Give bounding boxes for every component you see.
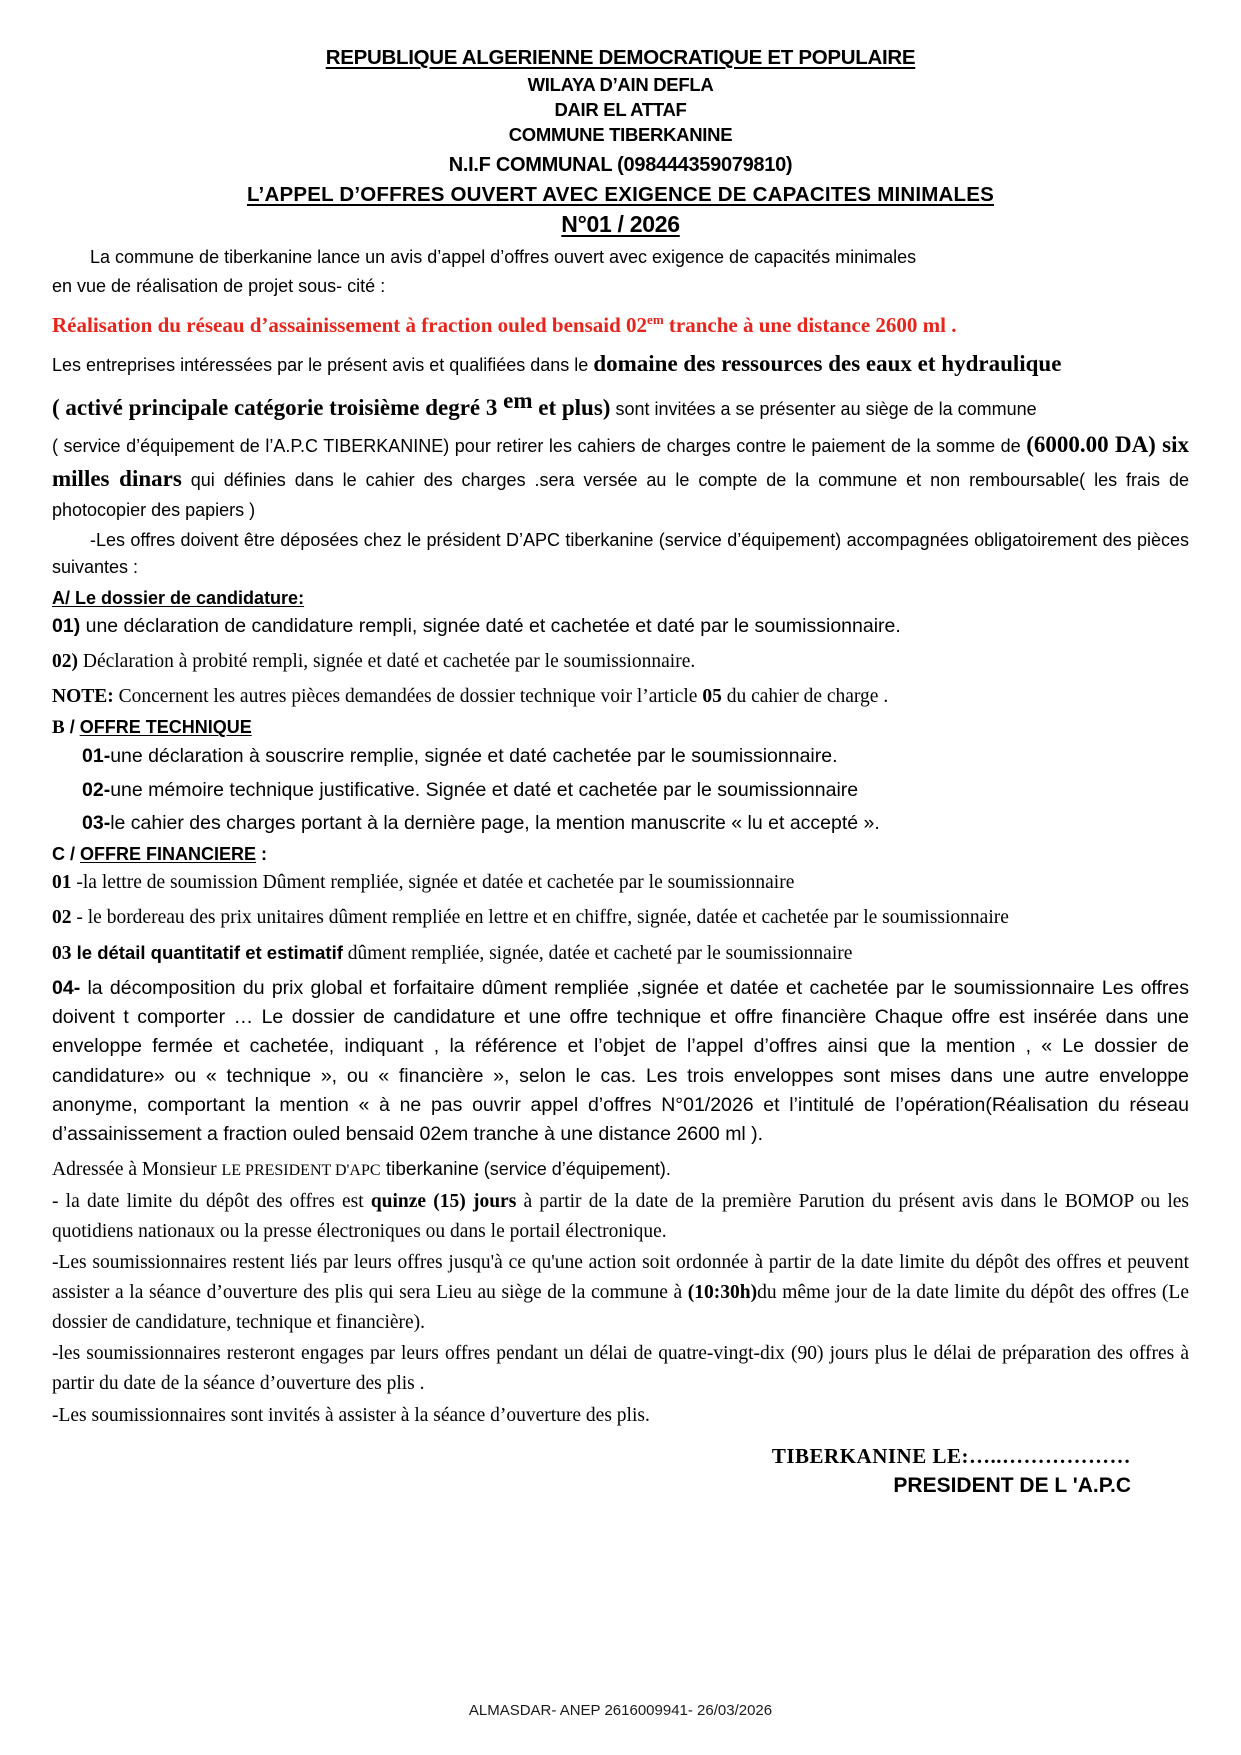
project-text-before: Réalisation du réseau d’assainissement à fraction ouled bensaid 02	[52, 312, 648, 337]
section-a-heading-text: A/ Le dossier de candidature:	[52, 587, 305, 608]
intro-line-1: La commune de tiberkanine lance un avis d’appel d’offres ouvert avec exigence de capacités minimales	[90, 247, 917, 267]
section-a-note	[52, 682, 1189, 711]
section-c-item-2	[52, 903, 1189, 932]
qualification-fee: (6000.00 DA) six milles dinars	[52, 431, 1189, 492]
binding-seg3: du même jour de la date limite du dépôt des offres (Le dossier de candidature, technique et financière).	[52, 1282, 1189, 1333]
qualification-category: ( activé principale catégorie troisième degré 3	[52, 394, 504, 420]
tender-number: N°01 / 2026	[561, 211, 680, 237]
section-c-item-3-bold: le détail quantitatif et estimatif	[71, 941, 343, 963]
section-c-colon: :	[256, 844, 268, 865]
qualification-seg4: sont invitées a se présenter au siège de la commune	[610, 398, 1037, 419]
section-b-letter: B	[52, 717, 65, 739]
deadline-paragraph	[52, 1187, 1189, 1246]
address-service: (service d’équipement).	[478, 1159, 671, 1180]
header-wilaya: WILAYA D’AIN DEFLA	[527, 74, 714, 95]
address-president-label: LE PRESIDENT D'APC	[221, 1162, 381, 1180]
section-b-item-3-text: le cahier des charges portant à la dernière page, la mention manuscrite « lu et accepté ».	[110, 811, 880, 834]
note-text-1: Concernent les autres pièces demandées de dossier technique voir l’article	[113, 686, 703, 708]
signature-place-date: TIBERKANINE LE:…..………………	[771, 1444, 1131, 1469]
section-b-item-3-num: 03-	[82, 811, 111, 834]
qualification-seg1: Les entreprises intéressées par le présent avis et qualifiées dans le	[52, 354, 594, 375]
qualification-category-end: et plus)	[532, 394, 611, 420]
deadline-seg3: à partir de la date de la première Parution du présent avis dans le BOMOP ou les quotidiens nationaux ou la presse électroniques ou dans le portail électronique.	[52, 1191, 1189, 1242]
section-a-heading	[52, 588, 1189, 609]
signature-block	[52, 1444, 1189, 1498]
project-sup: em	[647, 311, 664, 327]
address-commune: tiberkanine	[380, 1159, 479, 1181]
section-c-item-2-text: - le bordereau des prix unitaires dûment rempliée en lettre et en chiffre, signée, datée et cachetée par le soumissionnaire	[71, 907, 1009, 929]
binding-seg1: -Les soumissionnaires restent liés par leurs offres jusqu'à ce qu'une action soit ordonnée à partir de la date limite du dépôt des offres et peuvent assister a la séance d’ouverture des plis qui sera Lieu au siège de la commune à	[52, 1252, 1189, 1304]
section-b-heading	[52, 717, 1189, 739]
invitation-paragraph: -Les soumissionnaires sont invités à assister à la séance d’ouverture des plis.	[52, 1404, 650, 1426]
section-c-item-4-text: la décomposition du prix global et forfaitaire dûment rempliée ,signée et datée et cachetée par le soumissionnaire Les offres doivent t comporter … Le dossier de candidature et une offre technique et offre financière Chaque offre est insérée dans une enveloppe fermée et cachetée, indiquant , la référence et l’objet de l’appel d’offres ainsi que la mention , « Le dossier de candidature» ou « technique », ou « financière », selon le cas. Les trois enveloppes sont mises dans une autre enveloppe anonyme, comportant la mention « à ne pas ouvrir appel d’offres N°01/2026 et l’intitulé de l’opération(Réalisation du réseau d’assainissement a fraction ouled bensaid 02em tranche à une distance 2600 ml ).	[52, 976, 1189, 1146]
section-c-item-4-num: 04-	[52, 976, 81, 999]
section-b-item-1	[52, 742, 1189, 771]
qualification-paragraph-2	[52, 384, 1189, 426]
address-line	[52, 1155, 1189, 1185]
qualification-seg7: qui définies dans le cahier des charges .sera versée au le compte de la commune et non remboursable( les frais de photocopier des papiers )	[52, 470, 1189, 521]
qualification-domain: domaine des ressources des eaux et hydraulique	[593, 350, 1062, 376]
intro-line-2: en vue de réalisation de projet sous- cité :	[52, 276, 386, 297]
opening-time: (10:30h)	[687, 1282, 758, 1304]
project-text-after: tranche à une distance 2600 ml .	[663, 312, 957, 337]
deadline-seg1: - la date limite du dépôt des offres est	[52, 1191, 371, 1213]
section-b-item-2-text: une mémoire technique justificative. Signée et daté et cachetée par le soumissionnaire	[110, 778, 859, 801]
deadline-days: quinze (15) jours	[370, 1191, 517, 1213]
document-header	[52, 46, 1189, 238]
signature-title: PRESIDENT DE L 'A.P.C	[893, 1474, 1131, 1498]
section-c-item-3-text: dûment rempliée, signée, datée et cacheté par le soumissionnaire	[342, 942, 853, 964]
section-c-item-4	[52, 974, 1189, 1150]
binding-paragraph	[52, 1248, 1189, 1337]
address-seg1: Adressée à Monsieur	[52, 1159, 222, 1181]
section-c-item-2-num: 02	[52, 907, 72, 929]
project-designation	[52, 310, 1189, 342]
qualification-paragraph-1	[52, 347, 1189, 382]
section-c-letter: C	[52, 844, 65, 865]
section-c-heading	[52, 844, 1189, 865]
header-daira: DAIR EL ATTAF	[554, 99, 687, 120]
header-republic: REPUBLIQUE ALGERIENNE DEMOCRATIQUE ET POPULAIRE	[325, 46, 916, 69]
footer-anep: ALMASDAR- ANEP 2616009941- 26/03/2026	[468, 1702, 773, 1719]
section-a-item-1-num: 01)	[52, 614, 81, 637]
section-c-item-1-num: 01	[52, 872, 72, 894]
qualification-paragraph-3	[52, 428, 1189, 525]
section-a-item-1	[52, 612, 1189, 641]
section-c-slash: /	[65, 844, 81, 865]
section-a-item-2-text: Déclaration à probité rempli, signée et daté et cachetée par le soumissionnaire.	[78, 650, 696, 672]
section-b-item-3	[52, 809, 1189, 838]
qualification-seg5: ( service d’équipement de l’A.P.C TIBERKANINE) pour retirer les cahiers de charges contre le paiement de la somme de	[52, 435, 1027, 456]
section-a-item-2	[52, 647, 1189, 676]
note-article-number: 05	[702, 686, 722, 708]
section-c-item-3	[52, 939, 1189, 968]
header-commune: COMMUNE TIBERKANINE	[508, 124, 733, 145]
section-b-heading-text: OFFRE TECHNIQUE	[79, 717, 252, 738]
section-a-item-2-num: 02)	[52, 650, 78, 672]
section-c-item-3-num: 03	[52, 942, 72, 964]
tender-title: L’APPEL D’OFFRES OUVERT AVEC EXIGENCE DE CAPACITES MINIMALES	[246, 183, 995, 206]
section-c-item-1-text: -la lettre de soumission Dûment rempliée, signée et datée et cachetée par le soumissionnaire	[71, 872, 795, 894]
section-b-slash: /	[64, 717, 80, 738]
section-b-item-1-text: une déclaration à souscrire remplie, signée et daté cachetée par le soumissionnaire.	[110, 745, 838, 768]
deposit-instruction: -Les offres doivent être déposées chez le président D’APC tiberkanine (service d’équipement) accompagnées obligatoirement des pièces suivantes :	[52, 529, 1189, 578]
note-text-2: du cahier de charge .	[721, 686, 889, 708]
validity-paragraph: -les soumissionnaires resteront engages par leurs offres pendant un délai de quatre-vingt-dix (90) jours plus le délai de préparation des offres à partir du date de la séance d’ouverture des plis .	[52, 1343, 1189, 1394]
section-b-item-2-num: 02-	[82, 778, 111, 801]
note-label: NOTE:	[52, 686, 114, 708]
section-c-heading-text: OFFRE FINANCIERE	[80, 844, 257, 865]
qualification-category-sup: em	[503, 387, 533, 413]
section-c-item-1	[52, 868, 1189, 897]
header-nif: N.I.F COMMUNAL (098444359079810)	[448, 154, 793, 176]
section-b-item-2	[52, 776, 1189, 805]
section-b-item-1-num: 01-	[82, 745, 111, 768]
section-a-item-1-text: une déclaration de candidature rempli, signée daté et cachetée et daté par le soumissionnaire.	[80, 614, 901, 637]
